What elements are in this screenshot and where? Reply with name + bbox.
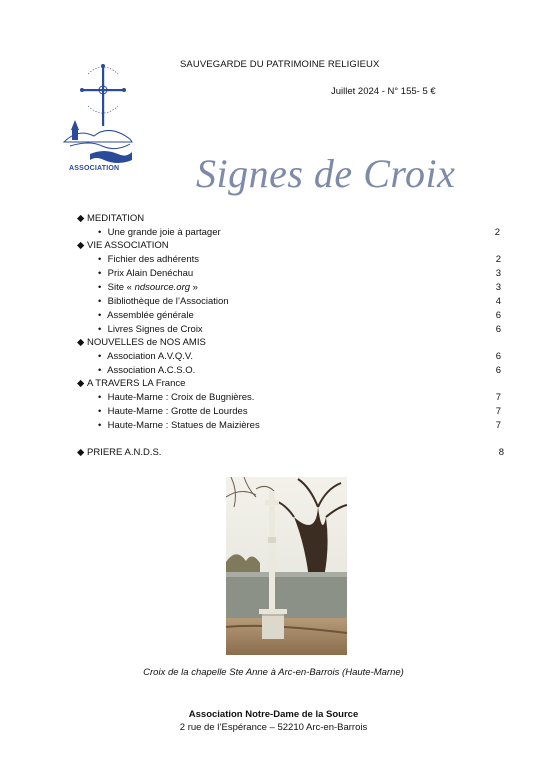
bullet-icon: • bbox=[98, 296, 102, 307]
bullet-icon: • bbox=[98, 406, 102, 417]
bullet-icon: • bbox=[98, 282, 102, 293]
toc-item-label: Prix Alain Denéchau bbox=[107, 268, 194, 279]
section-label: MEDITATION bbox=[87, 213, 145, 224]
diamond-bullet-icon: ◆ bbox=[77, 378, 85, 389]
toc-item bbox=[98, 324, 203, 335]
bullet-icon: • bbox=[98, 254, 102, 265]
toc-item bbox=[98, 268, 193, 279]
toc-item-label: Association A.V.Q.V. bbox=[107, 351, 194, 362]
toc-item bbox=[98, 351, 193, 362]
toc-page-number: 6 bbox=[495, 324, 501, 335]
bullet-icon: • bbox=[98, 324, 102, 335]
section-label: PRIERE A.N.D.S. bbox=[87, 447, 162, 458]
diamond-bullet-icon: ◆ bbox=[77, 213, 85, 224]
section-label: A TRAVERS LA France bbox=[87, 378, 186, 389]
toc-item-label: Bibliothèque de l’Association bbox=[107, 296, 229, 307]
cross-logo-icon bbox=[60, 62, 134, 174]
toc-section-meditation bbox=[77, 213, 144, 224]
photo-caption: Croix de la chapelle Ste Anne à Arc-en-Barrois (Haute-Marne) bbox=[143, 667, 404, 678]
section-label: NOUVELLES de NOS AMIS bbox=[87, 337, 206, 348]
toc-item bbox=[98, 227, 221, 238]
toc-page-number: 3 bbox=[495, 268, 501, 279]
toc-item-label-prefix: Site « bbox=[107, 282, 135, 293]
toc-item bbox=[98, 406, 248, 417]
toc-page-number: 7 bbox=[495, 406, 501, 417]
toc-item bbox=[98, 310, 194, 321]
toc-item-label: Haute-Marne : Croix de Bugnières. bbox=[107, 392, 255, 403]
toc-page-number: 3 bbox=[495, 282, 501, 293]
issue-info: Juillet 2024 - N° 155- 5 € bbox=[331, 86, 436, 97]
toc-item bbox=[98, 392, 254, 403]
toc-page-number: 8 bbox=[498, 447, 504, 458]
toc-page-number: 7 bbox=[495, 420, 501, 431]
bullet-icon: • bbox=[98, 351, 102, 362]
diamond-bullet-icon: ◆ bbox=[77, 447, 85, 458]
toc-page-number: 4 bbox=[495, 296, 501, 307]
diamond-bullet-icon: ◆ bbox=[77, 337, 85, 348]
toc-page-number: 6 bbox=[495, 351, 501, 362]
toc-item-label: Haute-Marne : Statues de Maizières bbox=[107, 420, 260, 431]
toc-page-number: 6 bbox=[495, 365, 501, 376]
toc-item-label: Livres Signes de Croix bbox=[107, 324, 203, 335]
toc-page-number: 2 bbox=[495, 254, 501, 265]
toc-item bbox=[98, 296, 229, 307]
cross-photo bbox=[226, 477, 347, 655]
logo-label: ASSOCIATION bbox=[69, 165, 120, 172]
footer-organization: Association Notre-Dame de la Source bbox=[188, 709, 359, 720]
bullet-icon: • bbox=[98, 268, 102, 279]
toc-item-label: Une grande joie à partager bbox=[107, 227, 221, 238]
diamond-bullet-icon: ◆ bbox=[77, 240, 85, 251]
association-logo bbox=[60, 62, 134, 174]
website-link[interactable]: ndsource.org bbox=[134, 282, 191, 293]
toc-section-a-travers-la-france bbox=[77, 378, 185, 389]
toc-page-number: 2 bbox=[494, 227, 500, 238]
toc-item bbox=[98, 254, 199, 265]
bullet-icon: • bbox=[98, 420, 102, 431]
toc-item-label: Fichier des adhérents bbox=[107, 254, 199, 265]
toc-item-label: Haute-Marne : Grotte de Lourdes bbox=[107, 406, 248, 417]
toc-item bbox=[98, 420, 260, 431]
toc-section-priere bbox=[77, 447, 161, 458]
section-label: VIE ASSOCIATION bbox=[87, 240, 169, 251]
toc-item bbox=[98, 365, 195, 376]
newsletter-title: Signes de Croix bbox=[196, 151, 456, 196]
toc-page-number: 7 bbox=[495, 392, 501, 403]
toc-item-site bbox=[98, 282, 198, 293]
organization-heading: SAUVEGARDE DU PATRIMOINE RELIGIEUX bbox=[180, 59, 380, 70]
toc-item-label: Assemblée générale bbox=[107, 310, 194, 321]
bullet-icon: • bbox=[98, 310, 102, 321]
toc-item-label: Association A.C.S.O. bbox=[107, 365, 196, 376]
bullet-icon: • bbox=[98, 365, 102, 376]
toc-item-label-suffix: » bbox=[190, 282, 198, 293]
bullet-icon: • bbox=[98, 392, 102, 403]
toc-page-number: 6 bbox=[495, 310, 501, 321]
footer-address: 2 rue de l’Espérance – 52210 Arc-en-Barrois bbox=[179, 722, 368, 733]
bullet-icon: • bbox=[98, 227, 102, 238]
toc-section-vie-association bbox=[77, 240, 169, 251]
toc-section-nouvelles bbox=[77, 337, 206, 348]
